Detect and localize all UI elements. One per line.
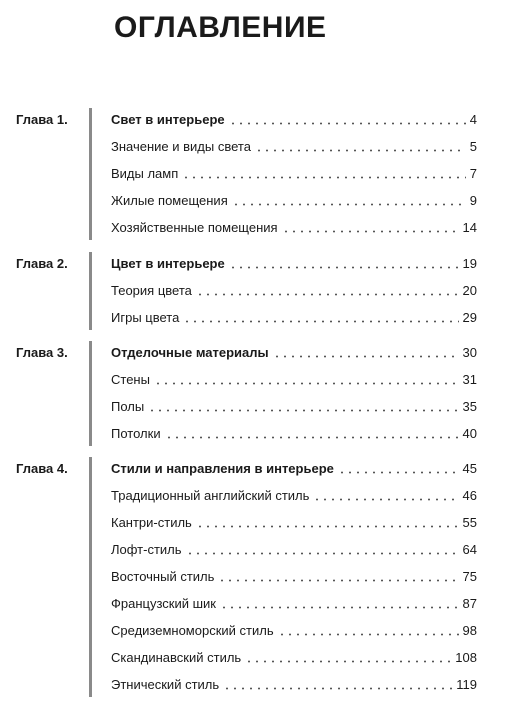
dot-leader bbox=[232, 203, 466, 206]
toc-entry-title: Кантри-стиль bbox=[111, 515, 192, 530]
toc-entry-title: Традиционный английский стиль bbox=[111, 488, 310, 503]
dot-leader bbox=[148, 409, 458, 412]
page-number: 20 bbox=[462, 283, 477, 298]
toc-entry-title: Средиземноморский стиль bbox=[111, 623, 274, 638]
toc-entry-title: Жилые помещения bbox=[111, 193, 228, 208]
dot-leader bbox=[229, 122, 466, 125]
chapter-divider bbox=[89, 341, 92, 446]
page-number: 5 bbox=[469, 139, 477, 154]
dot-leader bbox=[245, 660, 451, 663]
toc-heading-title: Свет в интерьере bbox=[111, 112, 225, 127]
toc-entry[interactable] bbox=[111, 515, 477, 531]
toc-entry-title: Хозяйственные помещения bbox=[111, 220, 278, 235]
toc-entry[interactable] bbox=[111, 650, 477, 666]
chapter-label: Глава 2. bbox=[16, 256, 68, 271]
dot-leader bbox=[282, 230, 459, 233]
chapter-divider bbox=[89, 108, 92, 240]
page-title: ОГЛАВЛЕНИЕ bbox=[114, 11, 327, 44]
toc-entry-title: Этнический стиль bbox=[111, 677, 220, 692]
toc-entry[interactable] bbox=[111, 193, 477, 209]
page-number: 35 bbox=[462, 399, 477, 414]
toc-heading-title: Цвет в интерьере bbox=[111, 256, 225, 271]
dot-leader bbox=[196, 525, 459, 528]
toc-chapter-heading[interactable] bbox=[111, 256, 477, 272]
toc-entry-title: Скандинавский стиль bbox=[111, 650, 242, 665]
chapter-label: Глава 4. bbox=[16, 461, 68, 476]
page-number: 87 bbox=[462, 596, 477, 611]
toc-heading-title: Отделочные материалы bbox=[111, 345, 269, 360]
dot-leader bbox=[165, 436, 459, 439]
page-number: 46 bbox=[462, 488, 477, 503]
toc-chapter-heading[interactable] bbox=[111, 461, 477, 477]
dot-leader bbox=[273, 355, 459, 358]
dot-leader bbox=[182, 176, 465, 179]
page-number: 64 bbox=[462, 542, 477, 557]
toc-entry[interactable] bbox=[111, 166, 477, 182]
page-number: 4 bbox=[469, 112, 477, 127]
page-number: 119 bbox=[456, 677, 477, 692]
dot-leader bbox=[313, 498, 458, 501]
toc-entry[interactable] bbox=[111, 569, 477, 585]
toc-entry[interactable] bbox=[111, 310, 477, 326]
toc-entry[interactable] bbox=[111, 542, 477, 558]
toc-chapter-heading[interactable] bbox=[111, 345, 477, 361]
page-number: 31 bbox=[462, 372, 477, 387]
page-number: 40 bbox=[462, 426, 477, 441]
toc-entry[interactable] bbox=[111, 596, 477, 612]
dot-leader bbox=[183, 320, 458, 323]
page-number: 29 bbox=[462, 310, 477, 325]
toc-entry-title: Виды ламп bbox=[111, 166, 179, 181]
dot-leader bbox=[220, 606, 459, 609]
page-number: 30 bbox=[462, 345, 477, 360]
toc-entry[interactable] bbox=[111, 372, 477, 388]
page-number: 55 bbox=[462, 515, 477, 530]
toc-entry[interactable] bbox=[111, 623, 477, 639]
toc-entry[interactable] bbox=[111, 399, 477, 415]
page-number: 9 bbox=[469, 193, 477, 208]
chapter-divider bbox=[89, 457, 92, 697]
toc-entry[interactable] bbox=[111, 488, 477, 504]
toc-entry-title: Стены bbox=[111, 372, 150, 387]
dot-leader bbox=[255, 149, 466, 152]
page-number: 7 bbox=[469, 166, 477, 181]
page-number: 75 bbox=[462, 569, 477, 584]
toc-heading-title: Стили и направления в интерьере bbox=[111, 461, 334, 476]
toc-entry-title: Потолки bbox=[111, 426, 161, 441]
toc-entry[interactable] bbox=[111, 283, 477, 299]
toc-entry-title: Полы bbox=[111, 399, 145, 414]
dot-leader bbox=[278, 633, 459, 636]
dot-leader bbox=[223, 687, 452, 690]
toc-entry[interactable] bbox=[111, 677, 477, 693]
page-number: 14 bbox=[462, 220, 477, 235]
toc-entry-title: Французский шик bbox=[111, 596, 216, 611]
toc-entry-title: Игры цвета bbox=[111, 310, 180, 325]
dot-leader bbox=[186, 552, 459, 555]
toc-entry-title: Значение и виды света bbox=[111, 139, 251, 154]
dot-leader bbox=[218, 579, 458, 582]
chapter-label: Глава 3. bbox=[16, 345, 68, 360]
toc-entry-title: Восточный стиль bbox=[111, 569, 215, 584]
toc-entry-title: Теория цвета bbox=[111, 283, 192, 298]
dot-leader bbox=[338, 471, 459, 474]
dot-leader bbox=[196, 293, 459, 296]
chapter-divider bbox=[89, 252, 92, 330]
chapter-label: Глава 1. bbox=[16, 112, 68, 127]
dot-leader bbox=[229, 266, 459, 269]
toc-entry[interactable] bbox=[111, 426, 477, 442]
page-number: 108 bbox=[455, 650, 477, 665]
toc-entry[interactable] bbox=[111, 139, 477, 155]
page-number: 98 bbox=[462, 623, 477, 638]
dot-leader bbox=[154, 382, 459, 385]
toc-entry-title: Лофт-стиль bbox=[111, 542, 182, 557]
page-number: 45 bbox=[462, 461, 477, 476]
toc-entry[interactable] bbox=[111, 220, 477, 236]
toc-chapter-heading[interactable] bbox=[111, 112, 477, 128]
page-number: 19 bbox=[462, 256, 477, 271]
